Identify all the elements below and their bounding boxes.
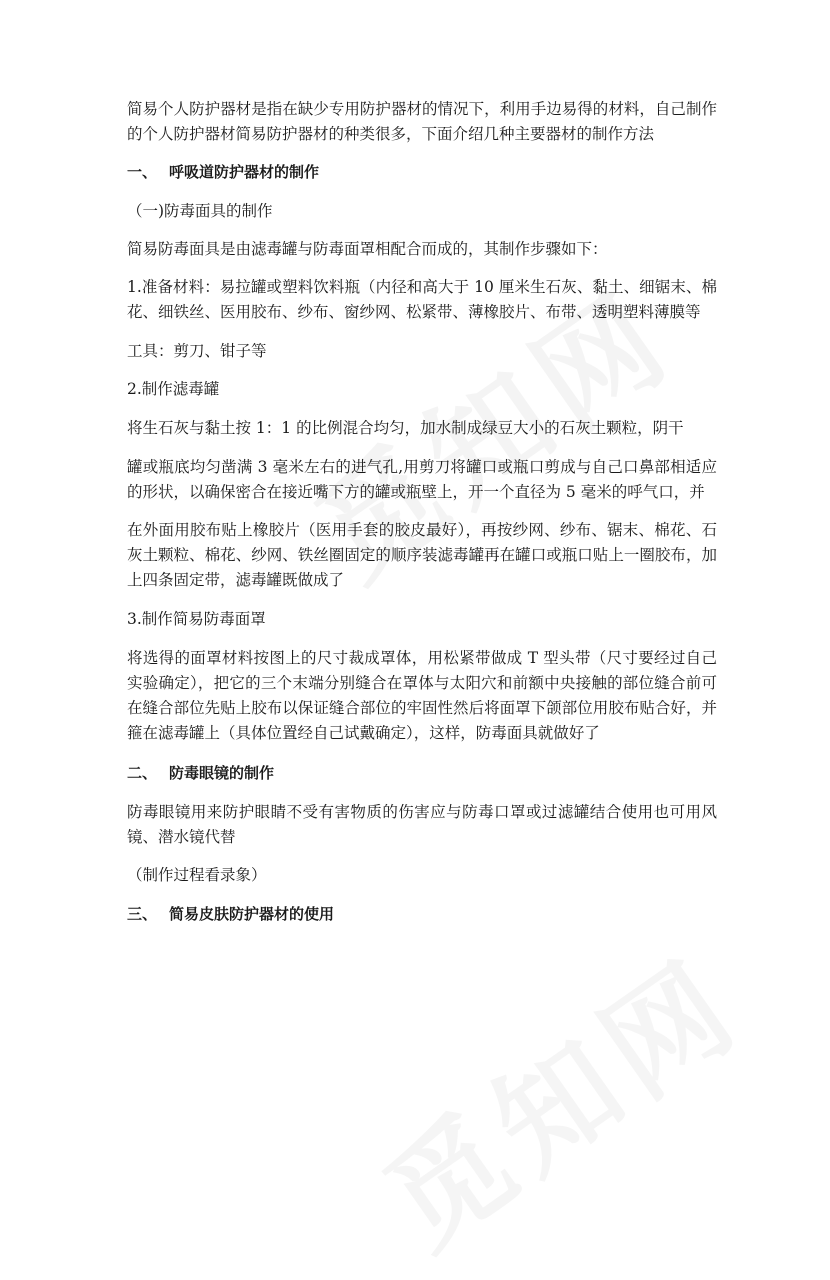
paragraph-goggles-note: （制作过程看录象）	[127, 866, 267, 884]
paragraph-step-2-title: 2.制作滤毒罐	[127, 380, 220, 398]
section-number-1: 一、	[127, 163, 158, 181]
section-title-2: 防毒眼镜的制作	[169, 764, 275, 782]
paragraph-step-3-title: 3.制作简易防毒面罩	[127, 610, 266, 628]
paragraph-tools: 工具：剪刀、钳子等	[127, 342, 267, 360]
paragraph-goggles: 防毒眼镜用来防护眼睛不受有害物质的伤害应与防毒口罩或过滤罐结合使用也可用风镜、潜水镜代替	[127, 803, 717, 846]
paragraph-lime-mix: 将生石灰与黏土按 1：1 的比例混合均匀，加水制成绿豆大小的石灰土颗粒，阴干	[127, 419, 684, 437]
section-title-1: 呼吸道防护器材的制作	[169, 163, 320, 181]
watermark-text-lower	[346, 912, 769, 1280]
paragraph-step-1-materials: 1.准备材料：易拉罐或塑料饮料瓶（内径和高大于 10 厘米生石灰、黏土、细锯末、棉花、细铁丝、医用胶布、纱布、窗纱网、松紧带、薄橡胶片、布带、透明塑料薄膜等	[127, 278, 717, 321]
section-number-2: 二、	[127, 764, 158, 782]
document-page	[127, 97, 717, 927]
intro-paragraph: 简易个人防护器材是指在缺少专用防护器材的情况下，利用手边易得的材料，自己制作的个人防护器材简易防护器材的种类很多，下面介绍几种主要器材的制作方法	[127, 100, 717, 143]
section-title-3: 简易皮肤防护器材的使用	[169, 905, 335, 923]
paragraph-gas-mask-intro: 简易防毒面具是由滤毒罐与防毒面罩相配合而成的，其制作步骤如下：	[127, 240, 608, 258]
section-number-3: 三、	[127, 905, 158, 923]
section-heading-2	[127, 761, 717, 786]
section-heading-1	[127, 160, 717, 185]
paragraph-canister-holes: 罐或瓶底均匀凿满 3 毫米左右的进气孔,用剪刀将罐口或瓶口剪成与自己口鼻部相适应的形状，以确保密合在接近嘴下方的罐或瓶壁上，开一个直径为 5 毫米的呼气口，并	[127, 458, 717, 501]
section-heading-3	[127, 902, 717, 927]
subsection-heading-1: （一)防毒面具的制作	[127, 202, 273, 220]
paragraph-canister-assembly: 在外面用胶布贴上橡胶片（医用手套的胶皮最好），再按纱网、纱布、锯末、棉花、石灰土颗粒、棉花、纱网、铁丝圈固定的顺序装滤毒罐再在罐口或瓶口贴上一圈胶布，加上四条固定带，滤毒罐既做成了	[127, 521, 717, 589]
paragraph-face-mask: 将选得的面罩材料按图上的尺寸裁成罩体，用松紧带做成 T 型头带（尺寸要经过自己实验确定），把它的三个末端分别缝合在罩体与太阳穴和前额中央接触的部位缝合前可在缝合部位先贴上胶布以保证缝合部位的牢固性然后将面罩下颌部位用胶布贴合好，并箍在滤毒罐上（具体位置经自己试戴确定），这样，防毒面具就做好了	[127, 649, 717, 742]
